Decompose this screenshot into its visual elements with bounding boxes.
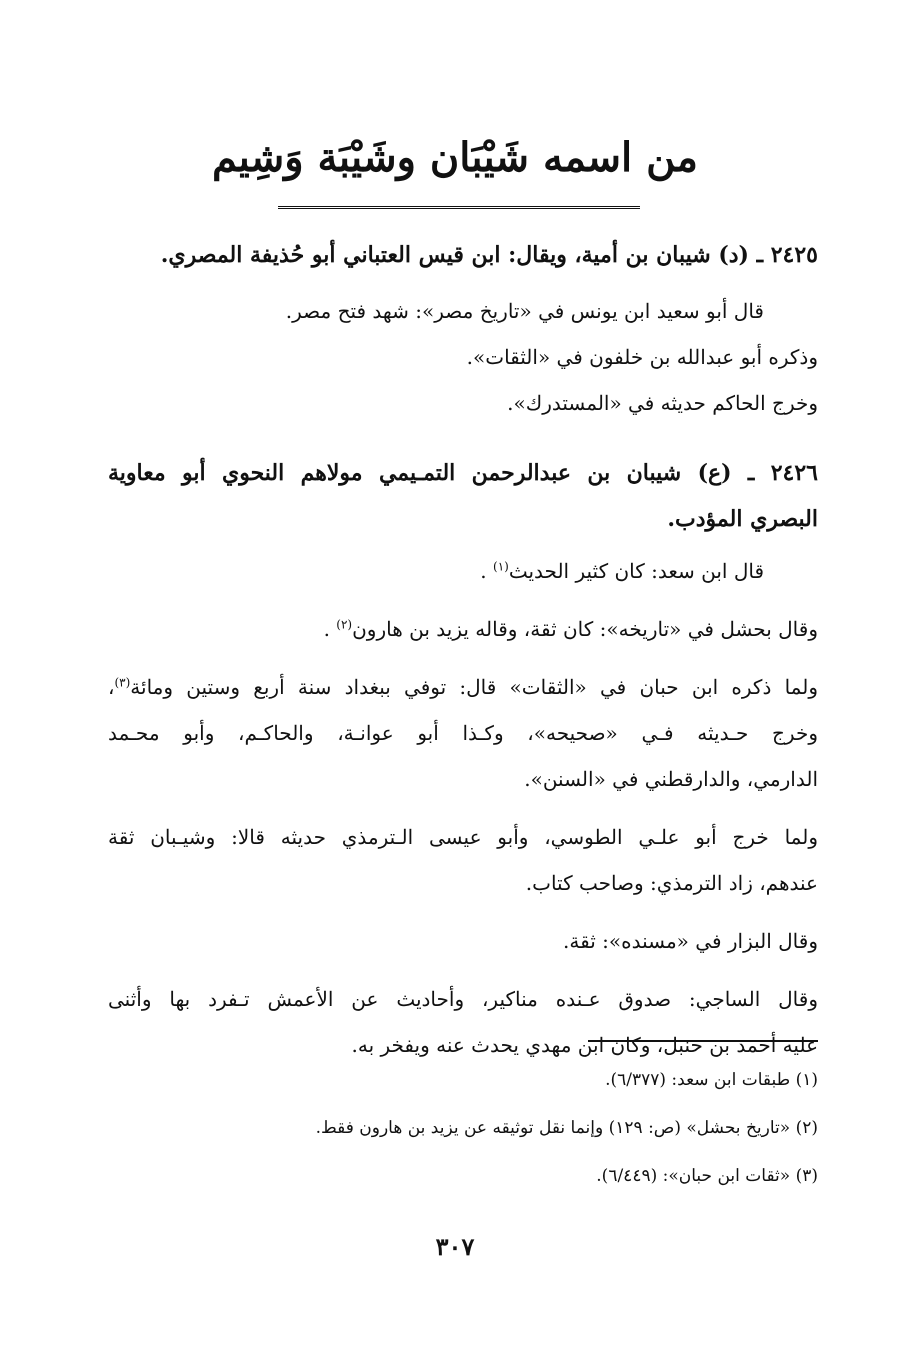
paragraph-line: وخرج حـديثه فـي «صحيحه»، وكـذا أبو عوانـة، والحاكـم، وأبو محـمد bbox=[108, 721, 818, 745]
footnote-ref[interactable]: (٣) bbox=[114, 675, 131, 690]
chapter-title: من اسمه شَيْبَان وشَيْبَة وَشِيم bbox=[212, 134, 698, 181]
paragraph-line: وقال البزار في «مسنده»: ثقة. bbox=[563, 929, 818, 953]
paragraph bbox=[108, 814, 818, 906]
quote-text: وقال بحشل في «تاريخه»: كان ثقة، وقاله يزيد بن هارون bbox=[352, 617, 818, 641]
footnote-ref[interactable]: (١) bbox=[493, 559, 509, 574]
page-number: ٣٠٧ bbox=[435, 1232, 475, 1261]
paragraph-line: الدارمي، والدارقطني في «السنن». bbox=[524, 767, 818, 791]
paragraph-line: ولما خرج أبو علـي الطوسي، وأبو عيسى الـترمذي حديثه قالا: وشيـبان ثقة bbox=[108, 825, 818, 849]
quote-text: ولما ذكره ابن حبان في «الثقات» قال: توفي ببغداد سنة أربع وستين ومائة bbox=[130, 675, 818, 699]
entry-heading: البصري المؤدب. bbox=[667, 506, 818, 532]
entry-heading: ٢٤٢٦ ـ (ع) شيبان بن عبدالرحمن التمـيمي مولاهم النحوي أبو معاوية bbox=[108, 460, 818, 486]
paragraph-line: وقال الساجي: صدوق عـنده مناكير، وأحاديث عن الأعمش تـفرد بها وأثنى bbox=[108, 987, 818, 1011]
footnote-ref[interactable]: (٢) bbox=[336, 617, 353, 632]
footnote: (١) طبقات ابن سعد: (٦/٣٧٧). bbox=[605, 1070, 818, 1090]
title-divider bbox=[278, 206, 640, 209]
paragraph-line: وخرج الحاكم حديثه في «المستدرك». bbox=[507, 391, 818, 415]
paragraph-line: ولما ذكره ابن حبان في «الثقات» قال: توفي ببغداد سنة أربع وستين ومائة$^{(٣)}$، bbox=[108, 675, 818, 699]
entry-2426 bbox=[108, 450, 818, 1068]
entry-2425 bbox=[108, 232, 818, 426]
paragraph-line: وذكره أبو عبدالله بن خلفون في «الثقات». bbox=[466, 345, 818, 369]
footnote-divider bbox=[588, 1040, 818, 1042]
paragraph-line: عندهم، زاد الترمذي: وصاحب كتاب. bbox=[525, 871, 818, 895]
paragraph bbox=[108, 976, 818, 1068]
quote-text: قال ابن سعد: كان كثير الحديث bbox=[508, 559, 764, 583]
paragraph-line: قال ابن سعد: كان كثير الحديث$^{(١)}$ . bbox=[480, 559, 764, 583]
paragraph-line: وقال بحشل في «تاريخه»: كان ثقة، وقاله يزيد بن هارون$^{(٢)}$ . bbox=[323, 617, 818, 641]
paragraph bbox=[108, 664, 818, 802]
footnotes bbox=[108, 1056, 818, 1200]
paragraph-line: قال أبو سعيد ابن يونس في «تاريخ مصر»: شهد فتح مصر. bbox=[285, 299, 764, 323]
footnote: (٣) «ثقات ابن حبان»: (٦/٤٤٩). bbox=[596, 1166, 818, 1186]
entry-heading: ٢٤٢٥ ـ (د) شيبان بن أمية، ويقال: ابن قيس العتباني أبو حُذيفة المصري. bbox=[160, 242, 818, 268]
footnote: (٢) «تاريخ بحشل» (ص: ١٢٩) وإنما نقل توثيقه عن يزيد بن هارون فقط. bbox=[315, 1118, 818, 1138]
paragraph-line: عليه أحمد بن حنبل، وكان ابن مهدي يحدث عنه ويفخر به. bbox=[351, 1033, 818, 1057]
